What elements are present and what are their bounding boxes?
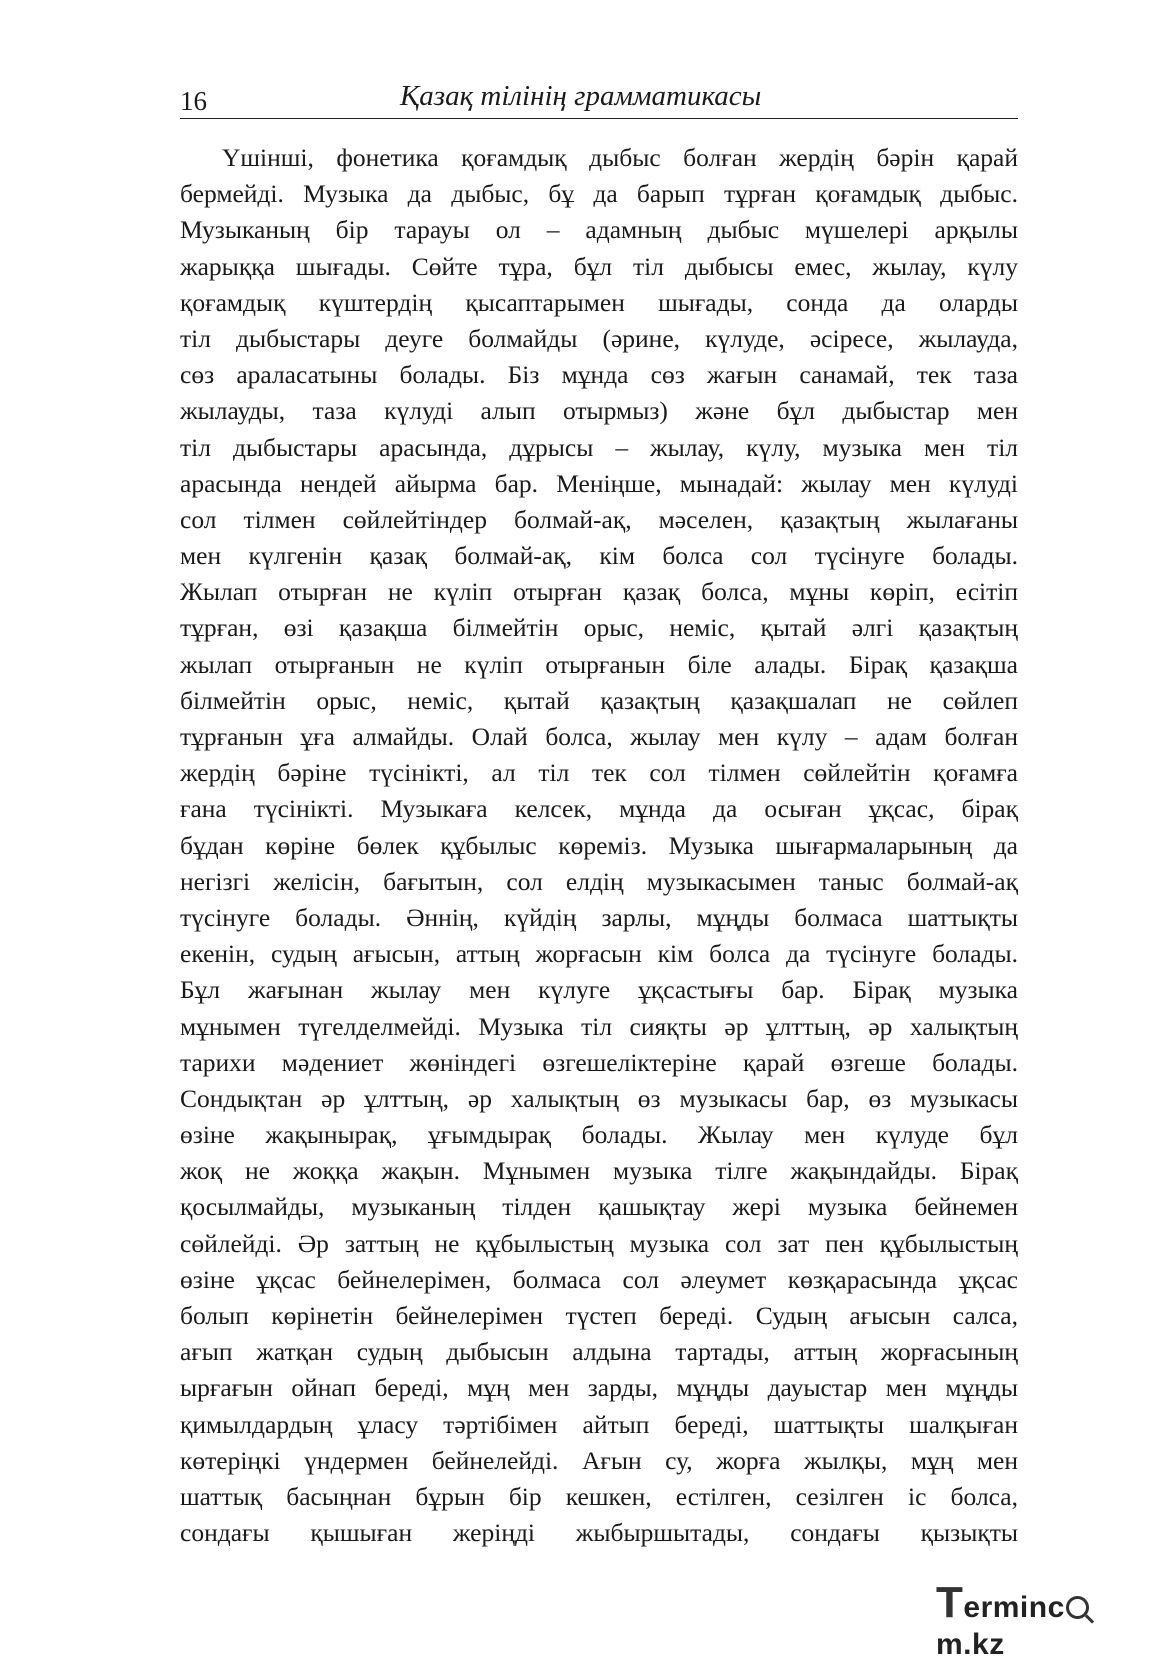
text-line: шаттық басыңнан бұрын бір кешкен, естілген, сезілген іс болса, bbox=[180, 1481, 1018, 1511]
watermark-t: T bbox=[936, 1578, 964, 1627]
text-line: көтеріңкі үндермен бейнелейді. Ағын су, жорға жылқы, мұң мен bbox=[180, 1445, 1018, 1475]
text-line: сондағы қышыған жеріңді жыбыршытады, сондағы қызықты bbox=[180, 1518, 1018, 1548]
watermark-logo bbox=[936, 1578, 1158, 1662]
text-line: өзіне ұқсас бейнелерімен, болмаса сол әлеумет көзқарасында ұқсас bbox=[180, 1264, 1018, 1294]
text-line: ағып жатқан судың дыбысын алдына тартады, аттың жорғасының bbox=[180, 1337, 1018, 1367]
text-line: тұрғанын ұға алмайды. Олай болса, жылау мен күлу – адам болған bbox=[180, 722, 1018, 751]
text-line: тұрған, өзі қазақша білмейтін орыс, неміс, қытай әлгі қазақтың bbox=[180, 613, 1018, 643]
running-title: Қазақ тілінің грамматикасы bbox=[400, 80, 762, 112]
page-number: 16 bbox=[180, 86, 207, 116]
text-line: ғана түсінікті. Музыкаға келсек, мұнда да осыған ұқсас, бірақ bbox=[180, 794, 1018, 824]
text-line: жылап отырғанын не күліп отырғанын біле алады. Бірақ қазақша bbox=[180, 649, 1018, 679]
text-line: қосылмайды, музыканың тілден қашықтау жері музыка бейнемен bbox=[180, 1192, 1018, 1222]
text-line: Жылап отырған не күліп отырған қазақ болса, мұны көріп, есітіп bbox=[180, 577, 1018, 607]
text-line: Бұл жағынан жылау мен күлуге ұқсастығы бар. Бірақ музыка bbox=[180, 975, 1018, 1005]
watermark-part1: erminc bbox=[963, 1591, 1065, 1624]
text-line: өзіне жақынырақ, ұғымдырақ болады. Жылау мен күлуде бұл bbox=[180, 1120, 1018, 1150]
text-line: тіл дыбыстары деуге болмайды (әрине, күлуде, әсіресе, жылауда, bbox=[180, 323, 1018, 353]
text-line: мұнымен түгелделмейді. Музыка тіл сияқты әр ұлттың, әр халықтың bbox=[180, 1011, 1018, 1041]
text-line: мен күлгенін қазақ болмай-ақ, кім болса сол түсінуге болады. bbox=[180, 541, 1018, 571]
text-line: Музыканың бір тарауы ол – адамның дыбыс мүшелері арқылы bbox=[180, 215, 1018, 245]
text-line: білмейтін орыс, неміс, қытай қазақтың қазақшалап не сөйлеп bbox=[180, 685, 1018, 715]
text-line: тіл дыбыстары арасында, дұрысы – жылау, күлу, музыка мен тіл bbox=[180, 432, 1018, 462]
text-line: қоғамдық күштердің қысаптарымен шығады, сонда да оларды bbox=[180, 287, 1018, 317]
text-line: ырғағын ойнап береді, мұң мен зарды, мұңды дауыстар мен мұңды bbox=[180, 1373, 1018, 1403]
text-line: қимылдардың ұласу тәртібімен айтып береді, шаттықты шалқыған bbox=[180, 1409, 1018, 1439]
body-paragraph bbox=[180, 140, 1018, 1551]
text-line: сол тілмен сөйлейтіндер болмай-ақ, мәселен, қазақтың жылағаны bbox=[180, 504, 1018, 534]
text-line: түсінуге болады. Әннің, күйдің зарлы, мұңды болмаса шаттықты bbox=[180, 902, 1018, 932]
text-line: бұдан көріне бөлек құбылыс көреміз. Музыка шығармаларының да bbox=[180, 830, 1018, 860]
text-line: жарыққа шығады. Сөйте тұра, бұл тіл дыбысы емес, жылау, күлу bbox=[180, 251, 1018, 281]
text-line: сөз араласатыны болады. Біз мұнда сөз жағын санамай, тек таза bbox=[180, 360, 1018, 390]
text-line: жылауды, таза күлуді алып отырмыз) және бұл дыбыстар мен bbox=[180, 396, 1018, 426]
text-line: арасында нендей айырма бар. Меніңше, мынадай: жылау мен күлуді bbox=[180, 468, 1018, 498]
text-line: болып көрінетін бейнелерімен түстеп береді. Судың ағысын салса, bbox=[180, 1301, 1018, 1330]
text-line: жоқ не жоққа жақын. Мұнымен музыка тілге жақындайды. Бірақ bbox=[180, 1156, 1018, 1186]
page-header bbox=[180, 80, 1018, 119]
text-line: Сондықтан әр ұлттың, әр халықтың өз музыкасы бар, өз музыкасы bbox=[180, 1083, 1018, 1113]
text-line: сөйлейді. Әр заттың не құбылыстың музыка сол зат пен құбылыстың bbox=[180, 1228, 1018, 1258]
text-line: негізгі желісін, бағытын, сол елдің музыкасымен таныс болмай-ақ bbox=[180, 866, 1018, 896]
magnifier-icon bbox=[1066, 1596, 1089, 1619]
text-line: тарихи мәдениет жөніндегі өзгешеліктеріне қарай өзгеше болады. bbox=[180, 1047, 1018, 1077]
text-line: екенін, судың ағысын, аттың жорғасын кім болса да түсінуге болады. bbox=[180, 939, 1018, 969]
text-line: бермейді. Музыка да дыбыс, бұ да барып тұрған қоғамдық дыбыс. bbox=[180, 179, 1018, 209]
text-line: Үшінші, фонетика қоғамдық дыбыс болған жердің бәрін қарай bbox=[222, 143, 1018, 172]
watermark-part2: m.kz bbox=[936, 1628, 1005, 1661]
text-line: жердің бәріне түсінікті, ал тіл тек сол тілмен сөйлейтін қоғамға bbox=[180, 758, 1018, 788]
